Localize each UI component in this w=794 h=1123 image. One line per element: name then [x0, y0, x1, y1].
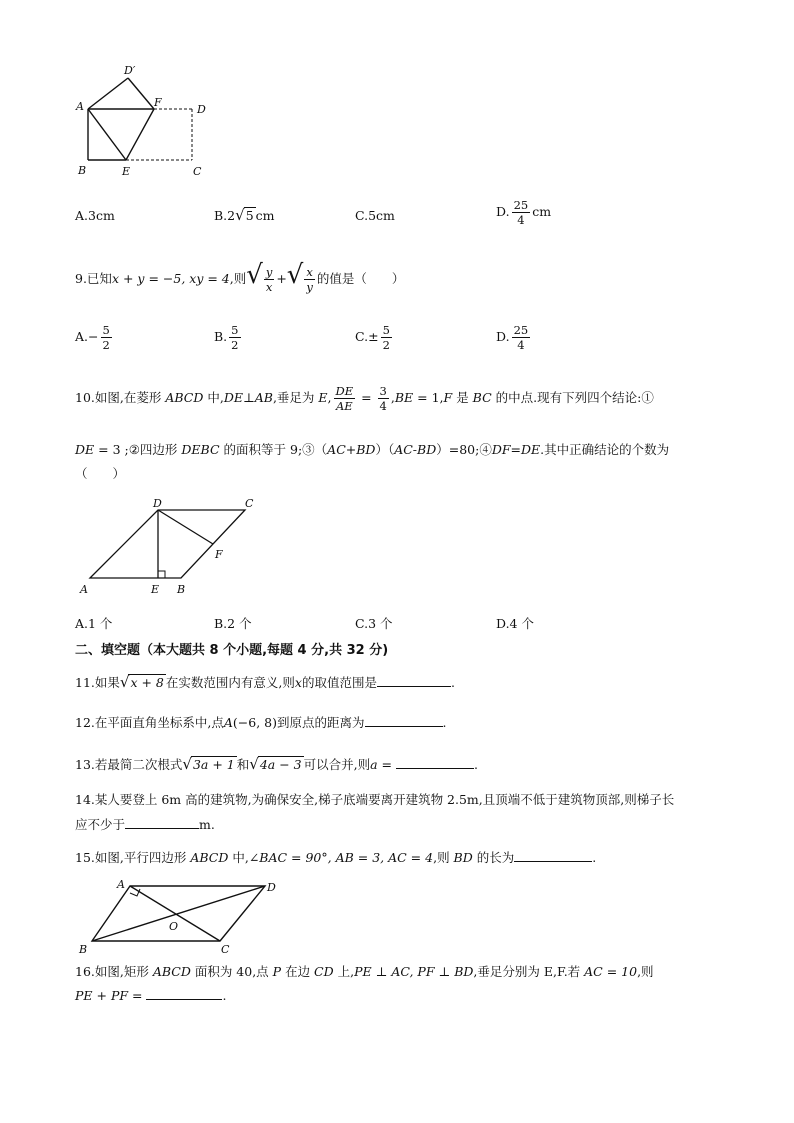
fig15-label-c: C	[221, 943, 230, 956]
question-16-line2: PE + PF = .	[75, 988, 227, 1003]
question-10-line3: （ ）	[75, 466, 126, 481]
q8-fold-figure	[70, 62, 220, 182]
fig10-label-c: C	[245, 498, 254, 510]
section-fill-in-blank-heading: 二、填空题（本大题共 8 个小题,每题 4 分,共 32 分)	[75, 643, 389, 658]
question-14-line1: 14.某人要登上 6m 高的建筑物,为确保安全,梯子底端要离开建筑物 2.5m,且顶端不低于建筑物顶部,则梯子长	[75, 792, 675, 807]
q9-option-d: D. $\frac{25}{4}$	[496, 323, 529, 352]
fig8-label-a: A	[76, 100, 84, 113]
q8-option-a: A.3cm	[75, 208, 115, 223]
q13-answer-blank[interactable]	[396, 768, 474, 769]
fig8-label-b: B	[78, 164, 87, 177]
fig10-label-a: A	[80, 583, 88, 596]
q8-option-c: C.5cm	[355, 208, 395, 223]
fig10-label-e: E	[151, 583, 160, 596]
fig15-label-o: O	[169, 920, 179, 933]
fig15-label-b: B	[79, 943, 88, 956]
fig8-label-dprime: D′	[124, 64, 136, 77]
q9-option-a: A.− $\frac{5}{2}$	[75, 323, 110, 352]
question-16-line1: 16.如图,矩形 ABCD 面积为 40,点 P 在边 CD 上,PE ⊥ AC, PF ⊥ BD,垂足分别为 E,F.若 AC = 10,则	[75, 964, 654, 979]
q10-option-b: B.2 个	[214, 616, 252, 631]
question-14-line2: 应不少于 m.	[75, 817, 215, 832]
fig8-label-c: C	[193, 165, 202, 178]
question-11: 11.如果√x + 8 在实数范围内有意义,则x的取值范围是 .	[75, 673, 455, 691]
fig10-label-b: B	[177, 583, 186, 596]
question-10-line2: DE = 3 ;②四边形 DEBC 的面积等于 9;③（AC+BD）（AC-BD）=80;④DF=DE.其中正确结论的个数为	[75, 442, 670, 457]
fig10-label-d: D	[153, 498, 162, 510]
q12-answer-blank[interactable]	[365, 726, 443, 727]
fig15-label-a: A	[117, 878, 125, 891]
q15-parallelogram-figure	[75, 873, 285, 958]
q9-option-c: C.± $\frac{5}{2}$	[355, 323, 390, 352]
fig8-label-d: D	[197, 103, 206, 116]
q14-answer-blank[interactable]	[125, 828, 199, 829]
q10-rhombus-figure	[75, 498, 275, 600]
fig8-label-f: F	[154, 96, 162, 109]
question-9: 9.已知x + y = −5, xy = 4,则√ $\frac{y}{x}$ +√ $\frac{x}{y}$ 的值是（ ）	[75, 260, 405, 294]
q8-option-b: B.2√5 cm	[214, 206, 275, 224]
fig10-label-f: F	[215, 548, 223, 561]
q8-option-d: D. $\frac{25}{4}$ cm	[496, 198, 552, 227]
question-13: 13.若最简二次根式√3a + 1 和√4a − 3 可以合并,则a = .	[75, 755, 478, 773]
q11-answer-blank[interactable]	[377, 686, 451, 687]
q10-option-c: C.3 个	[355, 616, 393, 631]
q16-answer-blank[interactable]	[146, 999, 222, 1000]
q10-option-d: D.4 个	[496, 616, 534, 631]
q10-option-a: A.1 个	[75, 616, 113, 631]
q9-option-b: B. $\frac{5}{2}$	[214, 323, 239, 352]
fig8-label-e: E	[122, 165, 131, 178]
q15-answer-blank[interactable]	[514, 861, 592, 862]
fig15-label-d: D	[267, 881, 276, 894]
question-10-line1: 10.如图,在菱形 ABCD 中,DE⊥AB,垂足为 E, $\frac{DE}{AE}$ = $\frac{3}{4}$ ,BE = 1,F 是 BC 的中点.现有下列四个结论:①	[75, 384, 654, 413]
question-15: 15.如图,平行四边形 ABCD 中,∠BAC = 90°, AB = 3, AC = 4,则 BD 的长为 .	[75, 850, 597, 865]
question-12: 12.在平面直角坐标系中,点A(−6, 8)到原点的距离为 .	[75, 715, 447, 730]
